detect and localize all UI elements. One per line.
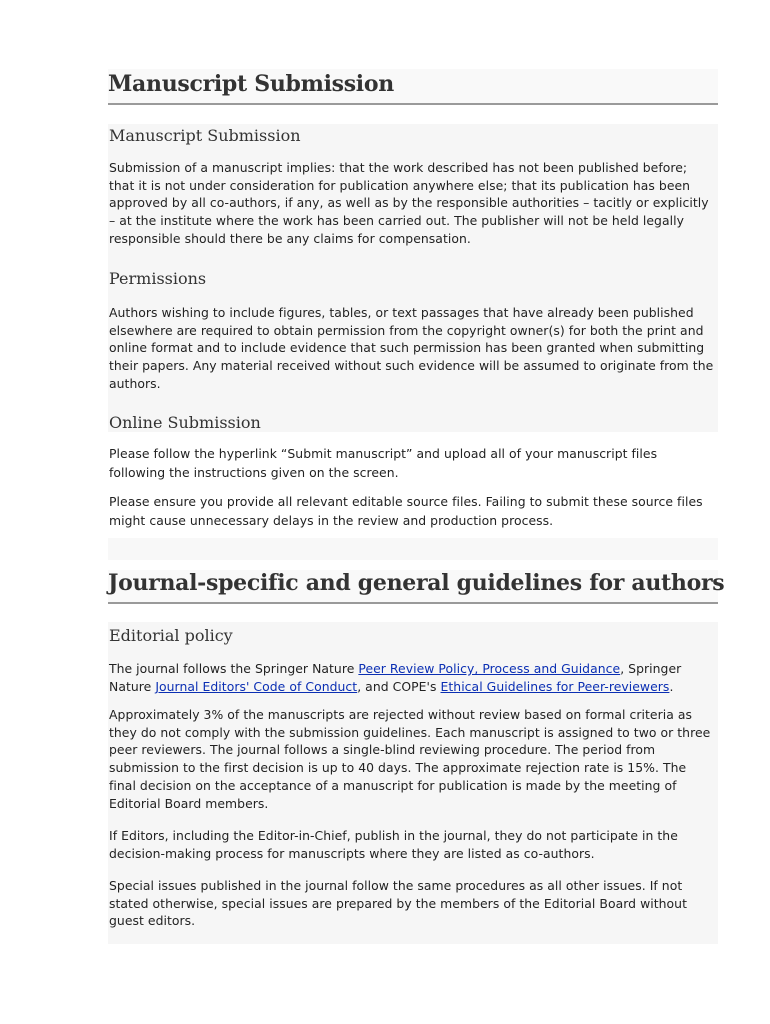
subheading-online-submission: Online Submission [109,413,261,432]
link-peer-review-policy[interactable]: Peer Review Policy, Process and Guidance [358,661,621,676]
section-spacer [108,538,718,560]
text-run: , Springer Nature [109,661,682,694]
paragraph-online-submission-2: Please ensure you provide all relevant editable source files. Failing to submit these source files might cause unnecessary delays in the review and production process. [109,494,703,528]
link-ethical-guidelines[interactable]: Ethical Guidelines for Peer-reviewers [440,678,670,694]
paragraph-editorial-policy-4: Special issues published in the journal follow the same procedures as all other issues. If not stated otherwise, special issues are prepared by the members of the Editorial Board without guest editors. [109,878,687,929]
subheading-manuscript-submission: Manuscript Submission [109,126,301,145]
subheading-permissions: Permissions [109,269,207,288]
text-run: The journal follows the Springer Nature [109,661,359,676]
text-run: , and COPE's [357,678,441,694]
section-title: Journal-specific and general guidelines for authors [108,570,718,604]
paragraph-editorial-policy-2: Approximately 3% of the manuscripts are rejected without review based on formal criteria as they do not comply with the submission guidelines. Each manuscript is assigned to two or three peer reviewers. The journal follows a single-blind reviewing procedure. The period from submission to the first decision is up to 40 days. The approximate rejection rate is 15%. The final decision on the acceptance of a manuscript for publication is made by the meeting of Editorial Board members. [109,707,711,811]
paragraph-permissions: Authors wishing to include figures, tables, or text passages that have already been published elsewhere are required to obtain permission from the copyright owner(s) for both the print and online format and to include evidence that such permission has been granted when submitting their papers. Any material received without such evidence will be assumed to originate from the authors. [109,305,714,391]
section-manuscript-submission-header [108,69,718,105]
link-journal-editors-code[interactable]: Journal Editors' Code of Conduct [155,678,358,694]
paragraph-editorial-policy-3: If Editors, including the Editor-in-Chief, publish in the journal, they do not participate in the decision-making process for manuscripts where they are listed as co-authors. [109,828,678,861]
subheading-editorial-policy: Editorial policy [109,626,233,645]
paragraph-manuscript-submission: Submission of a manuscript implies: that the work described has not been published before; that it is not under consideration for publication anywhere else; that its publication has been approved by all co-authors, if any, as well as by the responsible authorities – tacitly or explicitly – at the institute where the work has been carried out. The publisher will not be held legally responsible should there be any claims for compensation. [109,160,709,246]
paragraph-editorial-policy-1 [109,660,715,695]
paragraph-online-submission-1: Please follow the hyperlink “Submit manuscript” and upload all of your manuscript files following the instructions given on the screen. [109,446,658,480]
section-title: Manuscript Submission [108,69,718,105]
section-guidelines-header [108,570,725,604]
text-run: . [669,678,674,694]
